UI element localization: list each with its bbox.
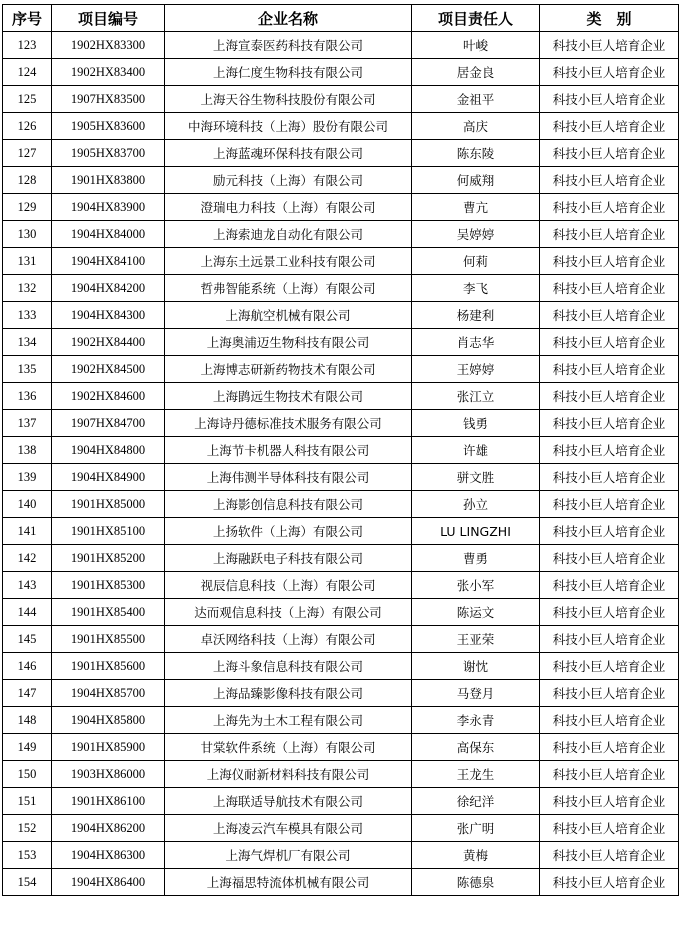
serial-number-cell: 151 bbox=[3, 788, 52, 815]
category-cell: 科技小巨人培育企业 bbox=[540, 32, 679, 59]
header-category: 类 别 bbox=[540, 5, 679, 32]
serial-number-cell: 134 bbox=[3, 329, 52, 356]
project-lead-cell: 张江立 bbox=[412, 383, 540, 410]
header-project-lead: 项目责任人 bbox=[412, 5, 540, 32]
category-cell: 科技小巨人培育企业 bbox=[540, 194, 679, 221]
project-code-cell: 1902HX83400 bbox=[52, 59, 165, 86]
table-row bbox=[3, 356, 679, 383]
serial-number-cell: 152 bbox=[3, 815, 52, 842]
serial-number-cell: 141 bbox=[3, 518, 52, 545]
project-lead-cell: 陈东陵 bbox=[412, 140, 540, 167]
serial-number-cell: 126 bbox=[3, 113, 52, 140]
serial-number-cell: 125 bbox=[3, 86, 52, 113]
company-name-cell: 上海节卡机器人科技有限公司 bbox=[165, 437, 412, 464]
table-row bbox=[3, 842, 679, 869]
table-row bbox=[3, 59, 679, 86]
company-name-cell: 励元科技（上海）有限公司 bbox=[165, 167, 412, 194]
category-cell: 科技小巨人培育企业 bbox=[540, 356, 679, 383]
project-code-cell: 1904HX83900 bbox=[52, 194, 165, 221]
category-cell: 科技小巨人培育企业 bbox=[540, 761, 679, 788]
project-lead-cell: 曹亢 bbox=[412, 194, 540, 221]
project-code-cell: 1901HX85100 bbox=[52, 518, 165, 545]
category-cell: 科技小巨人培育企业 bbox=[540, 437, 679, 464]
category-cell: 科技小巨人培育企业 bbox=[540, 464, 679, 491]
project-code-cell: 1901HX85500 bbox=[52, 626, 165, 653]
table-row bbox=[3, 788, 679, 815]
company-name-cell: 中海环境科技（上海）股份有限公司 bbox=[165, 113, 412, 140]
project-lead-cell: 居金良 bbox=[412, 59, 540, 86]
project-lead-cell: 黄梅 bbox=[412, 842, 540, 869]
company-name-cell: 甘棠软件系统（上海）有限公司 bbox=[165, 734, 412, 761]
table-row bbox=[3, 653, 679, 680]
project-lead-cell: 何威翔 bbox=[412, 167, 540, 194]
project-code-cell: 1904HX84900 bbox=[52, 464, 165, 491]
table-row bbox=[3, 86, 679, 113]
table-row bbox=[3, 302, 679, 329]
serial-number-cell: 127 bbox=[3, 140, 52, 167]
serial-number-cell: 135 bbox=[3, 356, 52, 383]
table-row bbox=[3, 707, 679, 734]
category-cell: 科技小巨人培育企业 bbox=[540, 140, 679, 167]
serial-number-cell: 128 bbox=[3, 167, 52, 194]
company-name-cell: 上海蓝魂环保科技有限公司 bbox=[165, 140, 412, 167]
project-code-cell: 1902HX84600 bbox=[52, 383, 165, 410]
table-row bbox=[3, 437, 679, 464]
company-name-cell: 上海仪耐新材料科技有限公司 bbox=[165, 761, 412, 788]
table-row bbox=[3, 167, 679, 194]
table-row bbox=[3, 113, 679, 140]
project-lead-cell: 骈文胜 bbox=[412, 464, 540, 491]
category-cell: 科技小巨人培育企业 bbox=[540, 113, 679, 140]
serial-number-cell: 132 bbox=[3, 275, 52, 302]
serial-number-cell: 138 bbox=[3, 437, 52, 464]
project-lead-cell: 谢忱 bbox=[412, 653, 540, 680]
project-lead-cell: 高庆 bbox=[412, 113, 540, 140]
project-lead-cell: 许雄 bbox=[412, 437, 540, 464]
serial-number-cell: 131 bbox=[3, 248, 52, 275]
project-lead-cell: LU LINGZHI bbox=[412, 518, 540, 545]
serial-number-cell: 136 bbox=[3, 383, 52, 410]
project-lead-cell: 钱勇 bbox=[412, 410, 540, 437]
serial-number-cell: 130 bbox=[3, 221, 52, 248]
table-row bbox=[3, 32, 679, 59]
project-code-cell: 1904HX85700 bbox=[52, 680, 165, 707]
company-name-cell: 上海宣泰医药科技有限公司 bbox=[165, 32, 412, 59]
company-name-cell: 上海影创信息科技有限公司 bbox=[165, 491, 412, 518]
project-lead-cell: 陈德泉 bbox=[412, 869, 540, 896]
project-lead-cell: 李飞 bbox=[412, 275, 540, 302]
company-name-cell: 上海东土远景工业科技有限公司 bbox=[165, 248, 412, 275]
project-code-cell: 1904HX84100 bbox=[52, 248, 165, 275]
serial-number-cell: 153 bbox=[3, 842, 52, 869]
company-name-cell: 上海联适导航技术有限公司 bbox=[165, 788, 412, 815]
table-row bbox=[3, 518, 679, 545]
project-code-cell: 1907HX83500 bbox=[52, 86, 165, 113]
table-row bbox=[3, 815, 679, 842]
company-name-cell: 上海诗丹德标准技术服务有限公司 bbox=[165, 410, 412, 437]
table-row bbox=[3, 680, 679, 707]
project-lead-cell: 肖志华 bbox=[412, 329, 540, 356]
table-row bbox=[3, 221, 679, 248]
company-name-cell: 上海天谷生物科技股份有限公司 bbox=[165, 86, 412, 113]
company-name-cell: 上扬软件（上海）有限公司 bbox=[165, 518, 412, 545]
project-lead-cell: 王亚荣 bbox=[412, 626, 540, 653]
table-row bbox=[3, 464, 679, 491]
project-lead-cell: 杨建利 bbox=[412, 302, 540, 329]
company-name-cell: 上海凌云汽车模具有限公司 bbox=[165, 815, 412, 842]
category-cell: 科技小巨人培育企业 bbox=[540, 329, 679, 356]
serial-number-cell: 140 bbox=[3, 491, 52, 518]
table-row bbox=[3, 275, 679, 302]
table-row bbox=[3, 383, 679, 410]
table-row bbox=[3, 140, 679, 167]
project-lead-cell: 金祖平 bbox=[412, 86, 540, 113]
header-row bbox=[3, 5, 679, 32]
project-code-cell: 1905HX83700 bbox=[52, 140, 165, 167]
category-cell: 科技小巨人培育企业 bbox=[540, 599, 679, 626]
project-code-cell: 1902HX84400 bbox=[52, 329, 165, 356]
table-row bbox=[3, 734, 679, 761]
serial-number-cell: 149 bbox=[3, 734, 52, 761]
project-code-cell: 1901HX85300 bbox=[52, 572, 165, 599]
category-cell: 科技小巨人培育企业 bbox=[540, 383, 679, 410]
table-row bbox=[3, 626, 679, 653]
serial-number-cell: 129 bbox=[3, 194, 52, 221]
project-lead-cell: 高保东 bbox=[412, 734, 540, 761]
table-row bbox=[3, 491, 679, 518]
company-name-cell: 卓沃网络科技（上海）有限公司 bbox=[165, 626, 412, 653]
project-list-table bbox=[2, 4, 679, 896]
table-row bbox=[3, 248, 679, 275]
project-lead-cell: 徐纪洋 bbox=[412, 788, 540, 815]
serial-number-cell: 137 bbox=[3, 410, 52, 437]
company-name-cell: 上海奥浦迈生物科技有限公司 bbox=[165, 329, 412, 356]
company-name-cell: 达而观信息科技（上海）有限公司 bbox=[165, 599, 412, 626]
project-code-cell: 1903HX86000 bbox=[52, 761, 165, 788]
category-cell: 科技小巨人培育企业 bbox=[540, 869, 679, 896]
project-code-cell: 1905HX83600 bbox=[52, 113, 165, 140]
category-cell: 科技小巨人培育企业 bbox=[540, 221, 679, 248]
project-code-cell: 1902HX84500 bbox=[52, 356, 165, 383]
company-name-cell: 上海博志研新药物技术有限公司 bbox=[165, 356, 412, 383]
project-code-cell: 1901HX83800 bbox=[52, 167, 165, 194]
project-code-cell: 1901HX85600 bbox=[52, 653, 165, 680]
table-row bbox=[3, 869, 679, 896]
category-cell: 科技小巨人培育企业 bbox=[540, 167, 679, 194]
table-row bbox=[3, 410, 679, 437]
category-cell: 科技小巨人培育企业 bbox=[540, 572, 679, 599]
category-cell: 科技小巨人培育企业 bbox=[540, 275, 679, 302]
project-code-cell: 1901HX85400 bbox=[52, 599, 165, 626]
serial-number-cell: 146 bbox=[3, 653, 52, 680]
category-cell: 科技小巨人培育企业 bbox=[540, 59, 679, 86]
table-row bbox=[3, 545, 679, 572]
category-cell: 科技小巨人培育企业 bbox=[540, 653, 679, 680]
project-code-cell: 1904HX84200 bbox=[52, 275, 165, 302]
serial-number-cell: 143 bbox=[3, 572, 52, 599]
serial-number-cell: 145 bbox=[3, 626, 52, 653]
serial-number-cell: 133 bbox=[3, 302, 52, 329]
company-name-cell: 上海伟测半导体科技有限公司 bbox=[165, 464, 412, 491]
project-code-cell: 1904HX86200 bbox=[52, 815, 165, 842]
header-project-code: 项目编号 bbox=[52, 5, 165, 32]
project-code-cell: 1904HX85800 bbox=[52, 707, 165, 734]
company-name-cell: 上海融跃电子科技有限公司 bbox=[165, 545, 412, 572]
project-code-cell: 1901HX85900 bbox=[52, 734, 165, 761]
header-serial-number: 序号 bbox=[3, 5, 52, 32]
project-lead-cell: 李永青 bbox=[412, 707, 540, 734]
company-name-cell: 上海索迪龙自动化有限公司 bbox=[165, 221, 412, 248]
serial-number-cell: 148 bbox=[3, 707, 52, 734]
company-name-cell: 上海航空机械有限公司 bbox=[165, 302, 412, 329]
serial-number-cell: 124 bbox=[3, 59, 52, 86]
company-name-cell: 视辰信息科技（上海）有限公司 bbox=[165, 572, 412, 599]
company-name-cell: 上海福思特流体机械有限公司 bbox=[165, 869, 412, 896]
table-body bbox=[3, 32, 679, 896]
serial-number-cell: 142 bbox=[3, 545, 52, 572]
category-cell: 科技小巨人培育企业 bbox=[540, 707, 679, 734]
project-lead-cell: 何莉 bbox=[412, 248, 540, 275]
project-code-cell: 1901HX86100 bbox=[52, 788, 165, 815]
category-cell: 科技小巨人培育企业 bbox=[540, 518, 679, 545]
project-lead-cell: 陈运文 bbox=[412, 599, 540, 626]
serial-number-cell: 139 bbox=[3, 464, 52, 491]
project-lead-cell: 孙立 bbox=[412, 491, 540, 518]
company-name-cell: 澄瑞电力科技（上海）有限公司 bbox=[165, 194, 412, 221]
project-code-cell: 1901HX85200 bbox=[52, 545, 165, 572]
project-lead-cell: 张广明 bbox=[412, 815, 540, 842]
table-row bbox=[3, 329, 679, 356]
company-name-cell: 上海气焊机厂有限公司 bbox=[165, 842, 412, 869]
serial-number-cell: 147 bbox=[3, 680, 52, 707]
project-lead-cell: 叶峻 bbox=[412, 32, 540, 59]
table-row bbox=[3, 572, 679, 599]
category-cell: 科技小巨人培育企业 bbox=[540, 491, 679, 518]
project-code-cell: 1904HX86300 bbox=[52, 842, 165, 869]
project-code-cell: 1904HX84300 bbox=[52, 302, 165, 329]
category-cell: 科技小巨人培育企业 bbox=[540, 545, 679, 572]
company-name-cell: 上海仁度生物科技有限公司 bbox=[165, 59, 412, 86]
project-code-cell: 1901HX85000 bbox=[52, 491, 165, 518]
serial-number-cell: 123 bbox=[3, 32, 52, 59]
project-code-cell: 1904HX86400 bbox=[52, 869, 165, 896]
company-name-cell: 上海鹍远生物技术有限公司 bbox=[165, 383, 412, 410]
table-row bbox=[3, 599, 679, 626]
project-lead-cell: 王婷婷 bbox=[412, 356, 540, 383]
table-row bbox=[3, 194, 679, 221]
category-cell: 科技小巨人培育企业 bbox=[540, 788, 679, 815]
table-row bbox=[3, 761, 679, 788]
project-lead-cell: 曹勇 bbox=[412, 545, 540, 572]
header-company-name: 企业名称 bbox=[165, 5, 412, 32]
company-name-cell: 上海品臻影像科技有限公司 bbox=[165, 680, 412, 707]
company-name-cell: 哲弗智能系统（上海）有限公司 bbox=[165, 275, 412, 302]
category-cell: 科技小巨人培育企业 bbox=[540, 815, 679, 842]
project-code-cell: 1904HX84800 bbox=[52, 437, 165, 464]
category-cell: 科技小巨人培育企业 bbox=[540, 410, 679, 437]
project-code-cell: 1902HX83300 bbox=[52, 32, 165, 59]
category-cell: 科技小巨人培育企业 bbox=[540, 86, 679, 113]
project-lead-cell: 张小军 bbox=[412, 572, 540, 599]
category-cell: 科技小巨人培育企业 bbox=[540, 680, 679, 707]
serial-number-cell: 150 bbox=[3, 761, 52, 788]
serial-number-cell: 144 bbox=[3, 599, 52, 626]
project-lead-cell: 王龙生 bbox=[412, 761, 540, 788]
category-cell: 科技小巨人培育企业 bbox=[540, 302, 679, 329]
project-lead-cell: 吴婷婷 bbox=[412, 221, 540, 248]
project-code-cell: 1904HX84000 bbox=[52, 221, 165, 248]
category-cell: 科技小巨人培育企业 bbox=[540, 248, 679, 275]
category-cell: 科技小巨人培育企业 bbox=[540, 626, 679, 653]
company-name-cell: 上海先为土木工程有限公司 bbox=[165, 707, 412, 734]
project-code-cell: 1907HX84700 bbox=[52, 410, 165, 437]
serial-number-cell: 154 bbox=[3, 869, 52, 896]
company-name-cell: 上海斗象信息科技有限公司 bbox=[165, 653, 412, 680]
project-lead-cell: 马登月 bbox=[412, 680, 540, 707]
category-cell: 科技小巨人培育企业 bbox=[540, 842, 679, 869]
category-cell: 科技小巨人培育企业 bbox=[540, 734, 679, 761]
